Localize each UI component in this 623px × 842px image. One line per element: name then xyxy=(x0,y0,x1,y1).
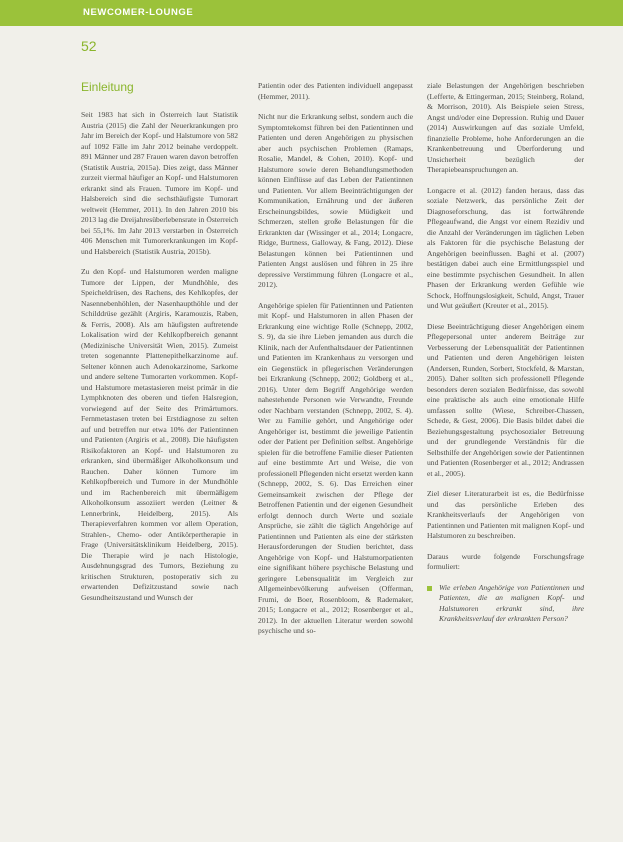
text-column-3 xyxy=(427,81,584,625)
paragraph: Ziel dieser Literaturarbeit ist es, die Bedürfnisse und das persönliche Erleben des Krankheitsverlaufs der Angehörigen von Patientinnen und Patienten mit malignen Kopf- und Halstumoren zu beschreiben. xyxy=(427,489,584,540)
paragraph: Longacre et al. (2012) fanden heraus, dass das soziale Netzwerk, das persönliche Zeit der Diagnoseforschung, das ist fortwährende Pflegeaufwand, die Angst vor einem Rezidiv und die Anzahl der Veränderungen im täglichen Leben als Faktoren für die psychische Belastung der Angehörigen beeinflussen. Baghi et al. (2007) bestätigen dabei auch eine Ermittlungsspiel und eine bestimmte psychischen Gesundheit. In allen Phasen der Erkrankung werden Gefühle wie Schock, Hoffnungslosigkeit, Schuld, Angst, Trauer und Wut geäußert (Kreuter et al., 2015). xyxy=(427,185,584,310)
paragraph: Daraus wurde folgende Forschungsfrage formuliert: xyxy=(427,551,584,571)
page-number: 52 xyxy=(81,38,97,54)
paragraph: Seit 1983 hat sich in Österreich laut Statistik Austria (2015) die Zahl der Neuerkrankungen pro Jahr im Bereich der Kopf- und Halstumore von 582 auf 1092 Fälle im Jahr 2012 beinahe verdoppelt. 891 Männer und 287 Frauen waren davon betroffen (Statistik Austria, 2015a). Dies zeigt, dass Männer zurzeit viermal häufiger an Kopf- und Halstumoren erkrankt sind als Frauen. Tumore im Kopf- und Halsbereich sind die sechsthäufigste Tumorart weltweit (Hemmer, 2011). In den Jahren 2010 bis 2013 lag die Dreijahresüberlebensrate in Österreich bei 55,1%. Im Jahr 2013 verstarben in Österreich 406 Menschen mit Tumorerkrankungen im Kopf- und Halsbereich (Statistik Austria, 2015b). xyxy=(81,110,238,256)
paragraph: Angehörige spielen für Patientinnen und Patienten mit Kopf- und Halstumoren in allen Phasen der Erkrankung eine wichtige Rolle (Schnepp, 2002, S. 9), da sie ihre Lieben jemanden aus durch die Klinik, nach der Aufenthaltsdauer der Patientinnen und Patienten im Krankenhaus zu versorgen und ein Gegenstück in pflegerischen Veränderungen bei Erkrankung (Schnepp, 2002; Goldberg et al., 2016). Unter dem Begriff Angehörige werden nahestehende Personen wie Verwandte, Freunde oder Nachbarn verstanden (Schnepp, 2002, S. 4). Wer zu Familie gehört, und Angehörige oder Angehöriger ist, bestimmt die jeweilige Patientin oder der Patient per Definition selbst. Angehörige spielen für die betroffene Familie dieser Patienten auf eine bestimmte Art und Weise, die von professionell Pflegenden nicht ersetzt werden kann (Schnepp, 2002, S. 6). Das Erreichen einer Gemeinsamkeit zwischen der Pflege der Betroffenen Patientin und der eigenen Gesundheit erfolgt dennoch durch Werte und soziale Ansprüche, sie zählt die täglich Angehörige auf Patientinnen und Patienten als eine der stärksten Herausforderungen der Studien berichtet, dass Angehörige von Kopf- und Halstumorpatienten eine signifikant höhere psychische Belastung und geringere Lebensqualität im Vergleich zur Allgemeinbevölkerung aufweisen (Offerman, Frumi, de Boer, Rosenbloom, & Rademaker, 2015; Longacre et al., 2012; Rosenberger et al., 2012). In der aktuellen Literatur werden sowohl psychische und so- xyxy=(258,300,413,635)
text-column-1 xyxy=(81,110,238,613)
section-heading: Einleitung xyxy=(81,80,134,94)
text-column-2 xyxy=(258,81,413,647)
paragraph: Nicht nur die Erkrankung selbst, sondern auch die Symptomtekomst führen bei den Patientinnen und Patienten und deren Angehörigen zu physischen aber auch psychischen Problemen (Ramaps, Rosalie, Mandel, & Cohen, 2010). Kopf- und Halstumore sowie deren Behandlungsmethoden können Einflüsse auf das Leben der Patientinnen und Patienten. Vor allem Beeinträchtigungen der Kommunikation, Ernährung und der äußeren Erscheinungsbildes, sowie Müdigkeit und Schmerzen, stellen große Belastungen für die Erkrankten dar (Wissinger et al., 2014; Longacre, Ridge, Burtness, Galloway, & Fang, 2012). Diese Belastungen können bei Patientinnen und Patienten Angst auslösen und führen in 25 ihre depressive Verstimmung führen (Longacre et al., 2012). xyxy=(258,112,413,289)
paragraph: Zu den Kopf- und Halstumoren werden maligne Tumore der Lippen, der Mundhöhle, des Speicheldrüsen, des Rachens, des Kehlkopfes, der Nasennebenhöhlen, der Nasenhaupthöhle und der Schilddrüse gezählt (Argiris, Karamouzis, Raben, & Ferris, 2008). Als am häufigsten auftretende Lokalisation wird der Kehlkopfbereich genannt (Medizinische Universität Wien, 2015). Zumeist treten sogenannte Plattenepithelkarzinome auf. Seltener können auch Adenokarzinome, Sarkome und andere seltene Tumorarten vorkommen. Kopf- und Halstumore metastasieren meist primär in die Lymphknoten des oberen und tiefen Halsregion, vorwiegend auf der Seite des Primärtumors. Fernmetastasen treten bei Erstdiagnose zu selten auf und betreffen nur etwa 10% der Patientinnen und Patienten (Argiris et al., 2008). Die häufigsten Risikofaktoren an Kopf- und Halstumoren zu erkranken, sind übermäßiger Alkoholkonsum und Rauchen. Daher können Tumore im Kehlkopfbereich und Tumore in der Mundhöhle und im Rachenbereich mit übermäßigem Alkoholkonsum assoziiert werden (Leitner & Lennerbrink, Heidelberg, 2015). Als Therapieverfahren kommen vor allem Operation, Strahlen-, Chemo- oder Antikörpertherapie in Frage (Universitätsklinikum Heidelberg, 2015). Die Therapie wird je nach Histologie, Ausdehnungsgrad des Tumors, Beziehung zu kritischen Strukturen, postoperativ sich zu erwartenden Defizitzustand sowie nach Gesundheitszustand und Wunsch der xyxy=(81,267,238,602)
section-title: NEWCOMER-LOUNGE xyxy=(83,7,194,18)
bullet-square-icon xyxy=(427,586,432,591)
paragraph: Diese Beeinträchtigung dieser Angehörigen einem Pflegepersonal unter anderem Beiträge zur Verbesserung der Lebensqualität der Patientinnen und Patienten und deren Angehörigen leisten (Andersen, Runden, Sorbert, Stockfeld, & Marstan, 2005). Daher sollten sich professionell Pflegende besonders deren sozialen Bedürfnisse, das sowohl eine praktische als auch eine emotionale Hilfe umfassen sollte (Wiese, Schreiber-Chassen, Schede, & Gest, 2006). Die Basis bildet dabei die Beziehungsgestaltung psychosozialer Betreuung und der grundlegende Verständnis für die Selbsthilfe der Angehörigen sowie der Patientinnen und Patienten (Rosenberger et al., 2012; Andrassen et al., 2005). xyxy=(427,321,584,478)
paragraph: Patientin oder des Patienten individuell angepasst (Hemmer, 2011). xyxy=(258,81,413,101)
research-question-text: Wie erleben Angehörige von Patientinnen und Patienten, die an malignen Kopf- und Halstumoren erkrankt sind, ihre Krankheitsverlauf der erkrankten Person? xyxy=(439,582,584,623)
paragraph: ziale Belastungen der Angehörigen beschrieben (Lefferte, & Ettingerman, 2015; Steinberg, Roland, & Morrison, 2010). Als Beispiele seien Stress, Angst und/oder eine Depression. Ruhig und Dauer (2014) Auswirkungen auf das soziale Umfeld, finanzielle Probleme, hohe Anforderungen an die Krankenbetreuung und Überforderung und Unsicherheit bezüglich der Therapiebeanspruchungen an. xyxy=(427,81,584,174)
research-question xyxy=(427,583,584,625)
